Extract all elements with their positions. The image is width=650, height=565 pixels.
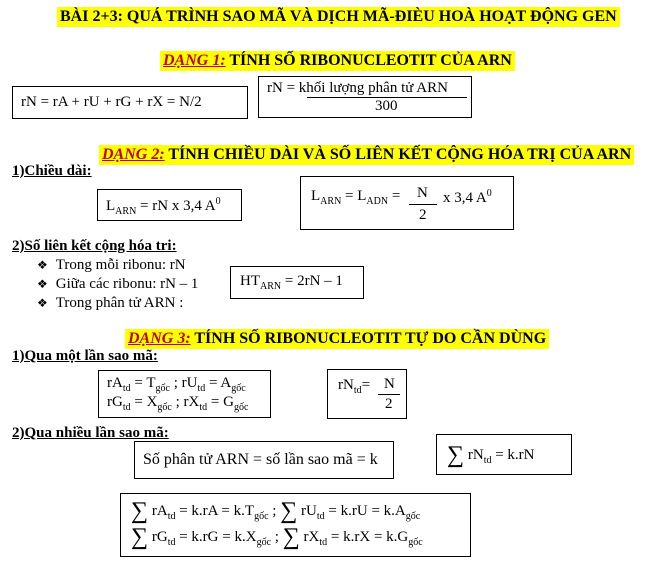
formula-ht-box: [230, 266, 364, 299]
formula-length: $L_{ARN}$ = rN x 3,4 $A^0$: [106, 196, 221, 217]
formula-sum-box: [120, 493, 471, 557]
formula-rn-mass-numerator: rN = khối lượng phân tử ARN: [267, 80, 448, 96]
fraction-numerator: N: [384, 376, 395, 392]
diamond-bullet-icon: ❖: [37, 296, 48, 310]
formula-length-adn-box: [300, 176, 514, 230]
fraction-denominator: 2: [419, 207, 427, 223]
formula-rn-mass-box: [258, 76, 472, 118]
formula-sum-rg-rx: ∑ $rG_{td} = k.rG = k.X_{gốc}$ ; ∑ $rX_{td} = k.rX = k.G_{gốc}$: [131, 524, 423, 550]
formula-rn-sum-box: [12, 86, 248, 119]
fraction-denominator: 2: [385, 396, 393, 412]
dang2-heading: [99, 145, 634, 165]
formula-single-box: [98, 370, 271, 418]
section-length: 1)Chiều dài:: [12, 163, 92, 179]
formula-rg-rx: $rG_{td} = X_{gốc}$ ; $rX_{td} = G_{gốc}$: [107, 394, 249, 413]
formula-rntd-box: [327, 369, 407, 419]
dang2-label: DẠNG 2:: [102, 146, 165, 163]
dang3-label: DẠNG 3:: [128, 330, 191, 347]
dang1-label: DẠNG 1:: [163, 52, 226, 69]
sigma-icon: ∑: [131, 524, 149, 550]
formula-rntd: $rN_{td}=$: [338, 377, 371, 396]
diamond-bullet-icon: ❖: [37, 277, 48, 291]
section-bonds: 2)Số liên kết cộng hóa tri:: [12, 238, 177, 254]
formula-ht: $HT_{ARN} = 2rN - 1$: [240, 273, 343, 292]
formula-count-box: [134, 441, 394, 479]
sigma-icon: ∑: [280, 498, 298, 524]
formula-length-adn: $L_{ARN} = L_{ADN}$ =: [311, 188, 401, 207]
formula-count: Số phân tử ARN = số lần sao mã = k: [143, 451, 378, 468]
fraction-numerator: N: [417, 185, 428, 201]
formula-rn-mass-denominator: 300: [375, 98, 398, 114]
formula-length-box: [97, 189, 242, 221]
formula-sum-ra-ru: ∑ $rA_{td} = k.rA = k.T_{gốc}$ ; ∑ $rU_{td} = k.rU = k.A_{gốc}$: [131, 498, 421, 524]
bullet-item: ❖ Trong mỗi ribonu: rN: [37, 257, 186, 273]
fraction-bar: [378, 394, 400, 395]
section-multi-transcription: 2)Qua nhiều lần sao mã:: [12, 425, 169, 441]
dang1-title: TÍNH SỐ RIBONUCLEOTIT CỦA ARN: [225, 52, 512, 69]
formula-sum-rn-box: [436, 434, 572, 475]
formula-length-tail: x 3,4 $A^0$: [443, 188, 492, 206]
dang1-heading: [160, 51, 515, 71]
formula-sum-rn: ∑ $rN_{td} = k.rN$: [447, 442, 535, 468]
sigma-icon: ∑: [447, 442, 465, 468]
dang2-title: TÍNH CHIỀU DÀI VÀ SỐ LIÊN KẾT CỘNG HÓA TRỊ CỦA ARN: [164, 146, 632, 163]
section-one-transcription: 1)Qua một lần sao mã:: [12, 348, 158, 364]
sigma-icon: ∑: [282, 524, 300, 550]
fraction-bar: [409, 204, 437, 205]
sigma-icon: ∑: [131, 498, 149, 524]
formula-ra-ru: $rA_{td} = T_{gốc}$ ; $rU_{td} = A_{gốc}$: [107, 375, 246, 394]
dang3-heading: [125, 329, 549, 349]
page-title: BÀI 2+3: QUÁ TRÌNH SAO MÃ VÀ DỊCH MÃ-ĐIÈU HOÀ HOẠT ĐỘNG GEN: [57, 7, 620, 27]
diamond-bullet-icon: ❖: [37, 258, 48, 272]
dang3-title: TÍNH SỐ RIBONUCLEOTIT TỰ DO CẦN DÙNG: [190, 330, 547, 347]
bullet-item: ❖ Giữa các ribonu: rN – 1: [37, 276, 199, 292]
formula-rn-sum: rN = rA + rU + rG + rX = N/2: [21, 94, 202, 110]
bullet-item: ❖ Trong phân tử ARN :: [37, 295, 184, 311]
